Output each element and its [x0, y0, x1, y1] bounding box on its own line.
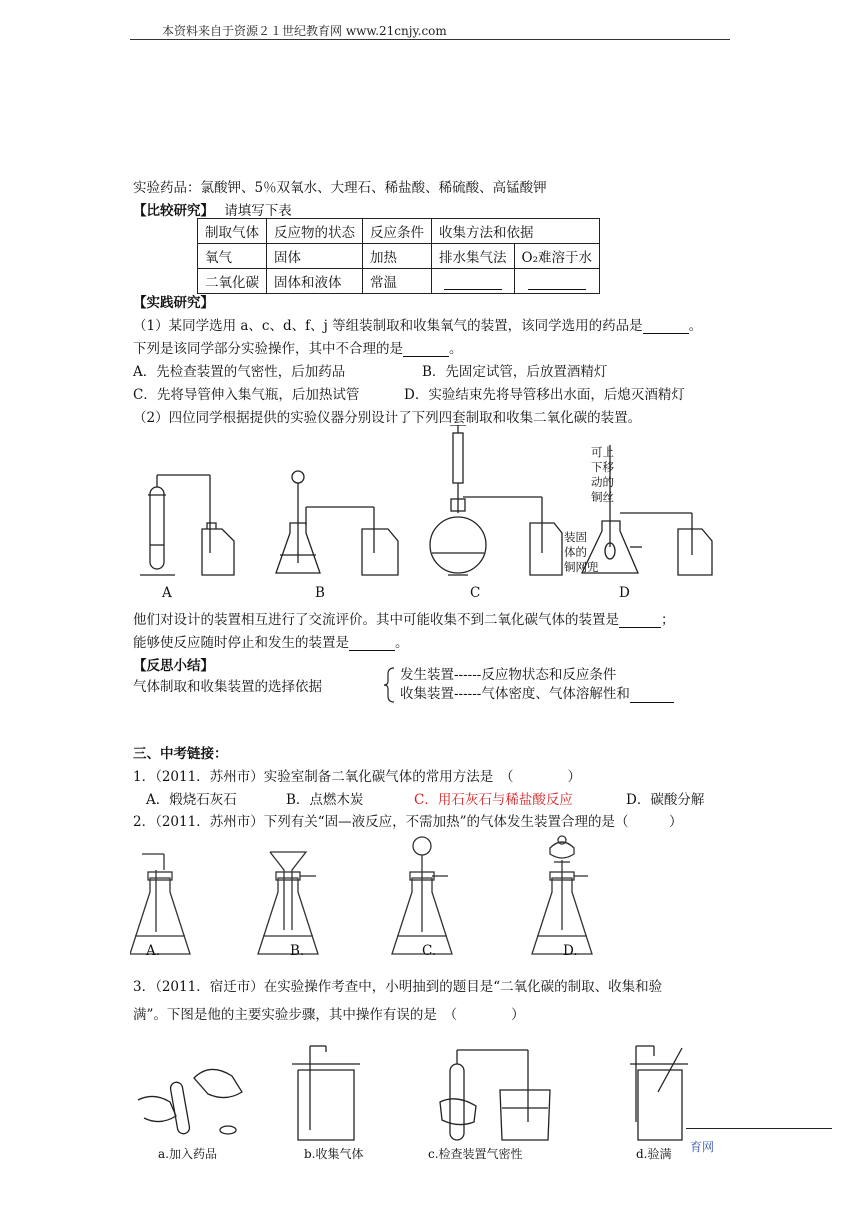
option-d: D．实验结束先将导管移出水面，后熄灭酒精灯: [404, 387, 685, 403]
q3-caption-a: a.加入药品: [158, 1147, 217, 1161]
table-cell: 常温: [363, 269, 432, 294]
footer-link[interactable]: 育网: [690, 1140, 715, 1154]
note-line: 动的: [591, 475, 614, 489]
reflect-col-text: 收集装置------气体密度、气体溶解性和: [400, 686, 630, 702]
note-line: 可上: [591, 445, 614, 459]
apparatus-b: [276, 471, 398, 575]
table-row: [198, 244, 600, 269]
exam-q2: 2．（2011．苏州市）下列有关“固—液反应，不需加热”的气体发生装置合理的是（ ）: [133, 814, 683, 830]
exam-q1-opt-c: C．用石灰石与稀盐酸反应: [414, 792, 573, 808]
brace-icon: [383, 666, 397, 704]
table-cell: 加热: [363, 244, 432, 269]
reflect-gen: 发生装置------反应物状态和反应条件: [400, 667, 617, 683]
q2-label-b: B.: [290, 943, 305, 959]
fig-label-b: B: [315, 585, 325, 601]
exam-q1: 1．（2011．苏州市）实验室制备二氧化碳气体的常用方法是 （ ）: [133, 769, 581, 785]
answer-blank[interactable]: [444, 273, 502, 290]
page-header: 本资料来自于资源２１世纪教育网 www.21cnjy.com: [162, 24, 447, 38]
exam-q1-opt-d: D．碳酸分解: [626, 792, 705, 808]
apparatus-c: [430, 425, 562, 575]
table-cell: 固体和液体: [267, 269, 363, 294]
exam-q3-line1: 3．（2011．宿迁市）在实验操作考查中，小明抽到的题目是“二氧化碳的制取、收集和验: [133, 979, 663, 995]
punct: 。: [449, 341, 463, 357]
footer-rule: [686, 1128, 832, 1129]
q3-caption-d: d.验满: [636, 1147, 672, 1161]
answer-blank-cell[interactable]: [432, 269, 515, 294]
q3-caption-c: c.检查装置气密性: [428, 1147, 523, 1161]
exam-q1-opt-b: B．点燃木炭: [286, 792, 364, 808]
exam-q1-opt-a: A．煅烧石灰石: [146, 792, 237, 808]
q2-apparatus-c: [392, 837, 452, 954]
punct: 。: [688, 318, 703, 334]
exam-heading: 三、中考链接：: [133, 746, 228, 762]
exam-q3-line2: 满”。下图是他的主要实验步骤，其中操作有误的是 （ ）: [133, 1007, 525, 1023]
q3-step-b: [292, 1046, 360, 1140]
q1-line1: [133, 314, 702, 334]
apparatus-a: [140, 475, 234, 575]
fig-label-c: C: [470, 585, 481, 601]
answer-blank[interactable]: [403, 342, 449, 357]
practice-heading: 【实践研究】: [133, 295, 214, 311]
table-row: [198, 269, 600, 294]
table-header-cell: 收集方法和依据: [432, 219, 600, 244]
note-line: 铜丝: [591, 490, 614, 504]
eval-line2: [133, 631, 409, 651]
table-header-cell: 反应物的状态: [267, 219, 363, 244]
q2-apparatus-b: [258, 852, 318, 954]
q2-apparatus-d: [532, 836, 592, 954]
reflect-basis: 气体制取和收集装置的选择依据: [133, 679, 322, 695]
table-header-cell: 制取气体: [198, 219, 267, 244]
note-line: 体的: [564, 545, 587, 559]
option-a: A．先检查装置的气密性，后加药品: [133, 364, 346, 380]
q3-step-d: [630, 1046, 688, 1140]
punct: 。: [395, 635, 409, 651]
table-cell: 排水集气法: [432, 244, 515, 269]
reflect-col: [400, 685, 674, 703]
eval-text: 能够使反应随时停止和发生的装置是: [133, 635, 349, 651]
table-cell: 二氧化碳: [198, 269, 267, 294]
compare-instruction: 请填写下表: [224, 203, 292, 219]
fig-label-d: D: [619, 585, 630, 601]
note-line: 下移: [591, 460, 614, 474]
option-b: B．先固定试管，后放置酒精灯: [422, 364, 608, 380]
compare-heading: 【比较研究】: [133, 203, 214, 219]
eval-line1: [133, 608, 675, 628]
q1-text: （1）某同学选用 a、c、d、f、j 等组装制取和收集氧气的装置，该同学选用的药品是: [133, 318, 643, 334]
table-cell: 固体: [267, 244, 363, 269]
q2-apparatus-figure: [130, 832, 610, 962]
q3-step-a: [138, 1069, 242, 1134]
q3-apparatus-figure: [130, 1042, 690, 1142]
q2-label-d: D.: [563, 943, 578, 959]
answer-blank[interactable]: [619, 613, 661, 628]
q2-line: （2）四位同学根据提供的实验仪器分别设计了下列四套制取和收集二氧化碳的装置。: [133, 410, 642, 426]
q1-text2: 下列是该同学部分实验操作，其中不合理的是: [133, 341, 403, 357]
q2-label-a: A.: [146, 943, 161, 959]
co2-apparatus-figure: [130, 425, 730, 605]
q3-step-c: [440, 1050, 550, 1140]
q1-line2: [133, 337, 463, 357]
punct: ；: [661, 612, 675, 628]
answer-blank[interactable]: [630, 688, 674, 703]
fig-note-top: [591, 445, 614, 505]
compare-heading-row: [133, 199, 292, 219]
fig-label-a: A: [162, 585, 172, 601]
option-c: C．先将导管伸入集气瓶，后加热试管: [133, 387, 360, 403]
header-rule: [130, 39, 730, 40]
fig-note-bottom: [564, 530, 599, 575]
drugs-line: 实验药品：氯酸钾、5％双氧水、大理石、稀盐酸、稀硫酸、高锰酸钾: [133, 180, 547, 196]
note-line: 铜网兜: [564, 560, 599, 574]
q2-apparatus-a: [130, 854, 190, 954]
reflect-heading: 【反思小结】: [133, 658, 214, 674]
q3-caption-b: b.收集气体: [304, 1147, 364, 1161]
q2-label-c: C.: [422, 943, 437, 959]
answer-blank-cell[interactable]: [514, 269, 599, 294]
table-cell: 氧气: [198, 244, 267, 269]
eval-text: 他们对设计的装置相互进行了交流评价。其中可能收集不到二氧化碳气体的装置是: [133, 612, 619, 628]
table-cell: O₂难溶于水: [514, 244, 599, 269]
compare-table: [197, 218, 600, 294]
table-header-cell: 反应条件: [363, 219, 432, 244]
answer-blank[interactable]: [349, 636, 395, 651]
answer-blank[interactable]: [528, 273, 586, 290]
table-header-row: [198, 219, 600, 244]
note-line: 装固: [564, 530, 587, 544]
answer-blank[interactable]: [643, 319, 689, 334]
